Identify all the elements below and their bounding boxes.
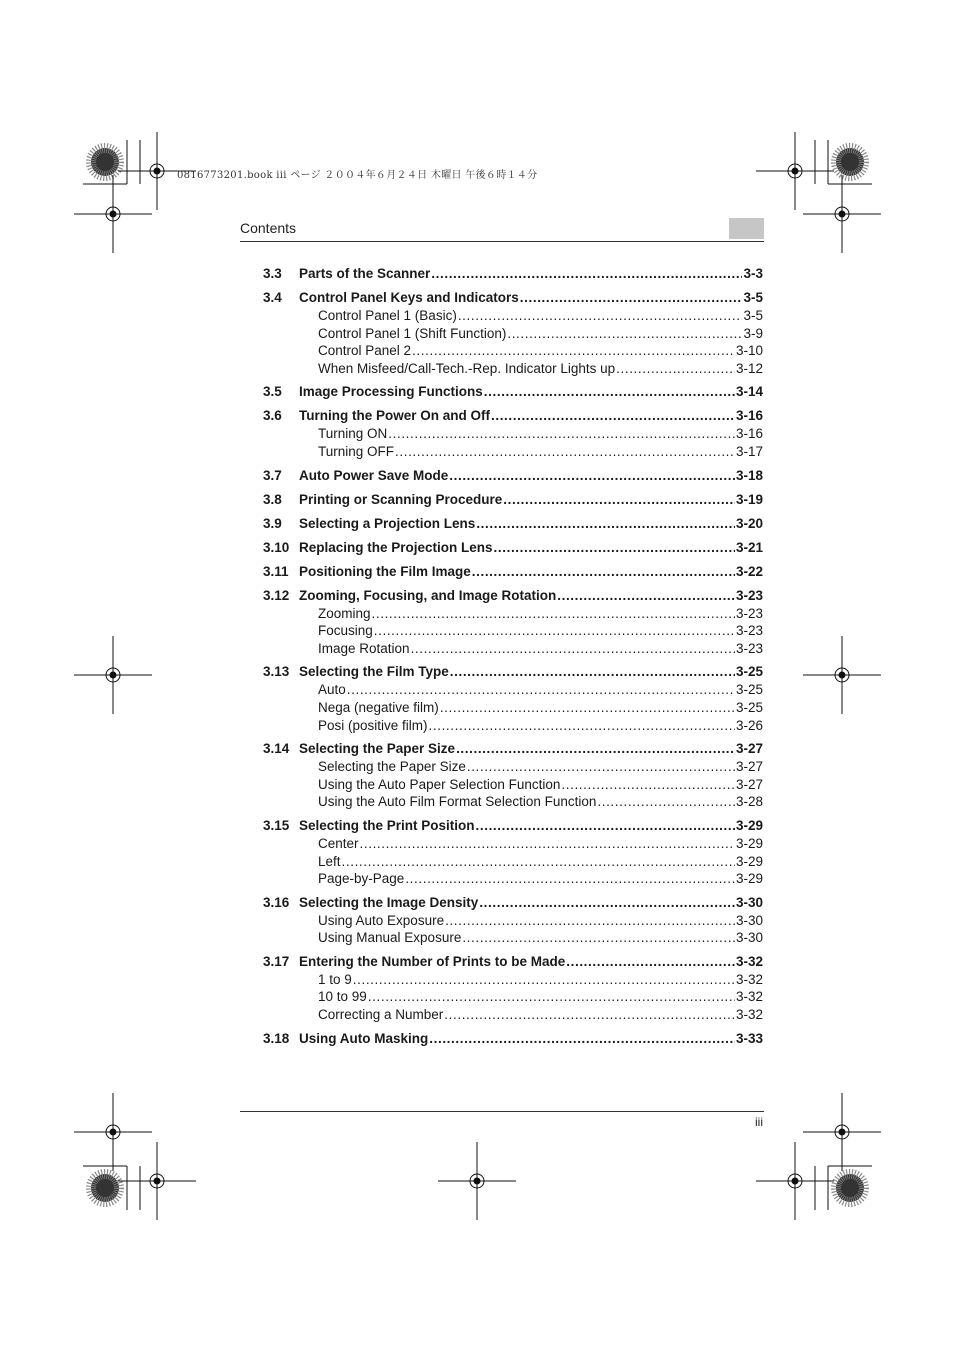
toc-subentry[interactable] bbox=[263, 443, 763, 461]
toc-leader-dots bbox=[405, 870, 735, 888]
toc-subentry[interactable] bbox=[263, 988, 763, 1006]
toc-section bbox=[263, 539, 763, 557]
toc-subentry[interactable] bbox=[263, 605, 763, 623]
toc-subentry[interactable] bbox=[263, 912, 763, 930]
toc-entry-number: 3.7 bbox=[263, 467, 282, 483]
toc-leader-dots bbox=[411, 640, 735, 658]
toc-entry-page: 3-19 bbox=[735, 491, 763, 507]
toc-section bbox=[263, 1030, 763, 1048]
toc-leader-dots bbox=[597, 793, 735, 811]
toc-subentry-page: 3-27 bbox=[735, 776, 763, 792]
toc-subentry-page: 3-32 bbox=[735, 971, 763, 987]
toc-section bbox=[263, 265, 763, 283]
toc-entry-number: 3.14 bbox=[263, 741, 290, 757]
toc-leader-dots bbox=[431, 265, 742, 283]
toc-entry-number: 3.6 bbox=[263, 408, 282, 424]
toc-subentry-title: Auto bbox=[318, 682, 346, 698]
toc-subentry-title: Using Manual Exposure bbox=[318, 930, 462, 946]
toc-subentry-page: 3-12 bbox=[735, 360, 763, 376]
toc-leader-dots bbox=[507, 325, 742, 343]
toc-subentry-title: Using Auto Exposure bbox=[318, 912, 445, 928]
toc-entry-page: 3-21 bbox=[735, 539, 763, 555]
toc-entry-number: 3.11 bbox=[263, 563, 289, 579]
toc-subentry[interactable] bbox=[263, 870, 763, 888]
toc-entry-page: 3-25 bbox=[735, 664, 763, 680]
toc-entry-page: 3-27 bbox=[735, 741, 763, 757]
toc-entry-page: 3-33 bbox=[735, 1030, 763, 1046]
toc-leader-dots bbox=[388, 425, 735, 443]
toc-leader-dots bbox=[450, 663, 735, 681]
toc-entry-number: 3.9 bbox=[263, 515, 282, 531]
toc-entry[interactable] bbox=[263, 539, 763, 557]
toc-section bbox=[263, 894, 763, 947]
toc-subentry-page: 3-32 bbox=[735, 989, 763, 1005]
toc-subentry-title: Using the Auto Paper Selection Function bbox=[318, 776, 561, 792]
toc-entry-title: Positioning the Film Image bbox=[299, 563, 471, 579]
toc-subentry-title: When Misfeed/Call-Tech.-Rep. Indicator Lights up bbox=[318, 360, 616, 376]
toc-leader-dots bbox=[479, 894, 735, 912]
toc-subentry-title: Turning OFF bbox=[318, 443, 395, 459]
toc-leader-dots bbox=[445, 912, 735, 930]
toc-subentry[interactable] bbox=[263, 425, 763, 443]
toc-leader-dots bbox=[476, 515, 735, 533]
toc-subentry[interactable] bbox=[263, 681, 763, 699]
toc-entry-number: 3.13 bbox=[263, 664, 290, 680]
toc-entry-title: Turning the Power On and Off bbox=[299, 408, 490, 424]
toc-entry-title: Replacing the Projection Lens bbox=[299, 539, 493, 555]
toc-entry[interactable] bbox=[263, 663, 763, 681]
toc-subentry[interactable] bbox=[263, 971, 763, 989]
toc-section bbox=[263, 587, 763, 658]
toc-entry-title: Selecting the Film Type bbox=[299, 664, 449, 680]
toc-subentry-title: Control Panel 1 (Basic) bbox=[318, 308, 457, 323]
toc-leader-dots bbox=[520, 289, 743, 307]
toc-entry-page: 3-22 bbox=[735, 563, 763, 579]
toc-subentry[interactable] bbox=[263, 622, 763, 640]
toc-leader-dots bbox=[429, 1030, 735, 1048]
toc-leader-dots bbox=[456, 740, 735, 758]
toc-subentry-page: 3-27 bbox=[735, 759, 763, 775]
toc-subentry[interactable] bbox=[263, 853, 763, 871]
toc-leader-dots bbox=[429, 717, 735, 735]
toc-entry-number: 3.5 bbox=[263, 384, 282, 400]
toc-leader-dots bbox=[491, 407, 735, 425]
toc-leader-dots bbox=[561, 776, 735, 794]
toc-entry-title: Selecting a Projection Lens bbox=[299, 515, 476, 531]
toc-entry-page: 3-29 bbox=[735, 817, 763, 833]
table-of-contents bbox=[263, 265, 763, 1054]
toc-subentry-title: Nega (negative film) bbox=[318, 699, 439, 715]
toc-subentry-page: 3-30 bbox=[735, 912, 763, 928]
toc-leader-dots bbox=[503, 491, 735, 509]
toc-entry-title: Printing or Scanning Procedure bbox=[299, 491, 503, 507]
toc-section bbox=[263, 817, 763, 888]
toc-leader-dots bbox=[353, 971, 735, 989]
toc-subentry-title: Focusing bbox=[318, 623, 373, 639]
toc-leader-dots bbox=[557, 587, 735, 605]
footer-rule bbox=[240, 1111, 764, 1112]
toc-entry[interactable] bbox=[263, 953, 763, 971]
toc-subentry[interactable] bbox=[263, 717, 763, 735]
toc-subentry-page: 3-10 bbox=[735, 343, 763, 359]
chapter-tab bbox=[729, 218, 764, 239]
toc-entry-title: Selecting the Image Density bbox=[299, 894, 479, 910]
toc-subentry-page: 3-23 bbox=[735, 605, 763, 621]
toc-entry-page: 3-3 bbox=[743, 266, 763, 281]
toc-entry[interactable] bbox=[263, 563, 763, 581]
toc-subentry-title: 1 to 9 bbox=[318, 971, 352, 987]
toc-entry-page: 3-18 bbox=[735, 467, 763, 483]
toc-subentry[interactable] bbox=[263, 929, 763, 947]
toc-subentry[interactable] bbox=[263, 360, 763, 378]
toc-entry[interactable] bbox=[263, 894, 763, 912]
header-rule bbox=[240, 241, 764, 242]
toc-subentry-page: 3-28 bbox=[735, 794, 763, 810]
toc-entry-title: Parts of the Scanner bbox=[299, 266, 431, 281]
toc-leader-dots bbox=[395, 443, 735, 461]
toc-subentry-page: 3-23 bbox=[735, 623, 763, 639]
toc-leader-dots bbox=[440, 699, 735, 717]
toc-section bbox=[263, 740, 763, 811]
toc-subentry-title: Page-by-Page bbox=[318, 871, 405, 887]
toc-entry-title: Image Processing Functions bbox=[299, 384, 483, 400]
toc-entry-page: 3-5 bbox=[743, 290, 763, 305]
toc-subentry-page: 3-23 bbox=[735, 640, 763, 656]
toc-leader-dots bbox=[484, 383, 735, 401]
toc-leader-dots bbox=[412, 342, 735, 360]
toc-entry-page: 3-20 bbox=[735, 515, 763, 531]
toc-subentry-page: 3-17 bbox=[735, 443, 763, 459]
toc-entry-page: 3-30 bbox=[735, 894, 763, 910]
toc-leader-dots bbox=[566, 953, 735, 971]
toc-leader-dots bbox=[467, 758, 735, 776]
toc-entry[interactable] bbox=[263, 515, 763, 533]
toc-section bbox=[263, 467, 763, 485]
toc-leader-dots bbox=[360, 835, 735, 853]
toc-section bbox=[263, 953, 763, 1024]
toc-subentry-title: Zooming bbox=[318, 605, 371, 621]
toc-leader-dots bbox=[372, 605, 735, 623]
toc-entry-title: Control Panel Keys and Indicators bbox=[299, 290, 519, 305]
toc-subentry[interactable] bbox=[263, 307, 763, 325]
toc-subentry[interactable] bbox=[263, 640, 763, 658]
toc-entry-page: 3-32 bbox=[735, 953, 763, 969]
toc-entry-title: Auto Power Save Mode bbox=[299, 467, 449, 483]
toc-entry-number: 3.8 bbox=[263, 491, 282, 507]
toc-leader-dots bbox=[368, 988, 735, 1006]
toc-leader-dots bbox=[444, 1006, 735, 1024]
toc-subentry[interactable] bbox=[263, 835, 763, 853]
toc-entry[interactable] bbox=[263, 587, 763, 605]
toc-entry[interactable] bbox=[263, 491, 763, 509]
toc-leader-dots bbox=[374, 622, 735, 640]
toc-entry-number: 3.4 bbox=[263, 290, 282, 305]
page-number: iii bbox=[755, 1115, 763, 1129]
toc-subentry-title: Using the Auto Film Format Selection Function bbox=[318, 794, 597, 810]
toc-entry[interactable] bbox=[263, 407, 763, 425]
toc-subentry-title: Posi (positive film) bbox=[318, 717, 428, 733]
toc-subentry[interactable] bbox=[263, 758, 763, 776]
toc-entry-number: 3.15 bbox=[263, 817, 290, 833]
toc-section bbox=[263, 383, 763, 401]
toc-section bbox=[263, 407, 763, 460]
toc-entry[interactable] bbox=[263, 383, 763, 401]
toc-leader-dots bbox=[472, 563, 735, 581]
toc-entry-number: 3.18 bbox=[263, 1030, 290, 1046]
toc-entry[interactable] bbox=[263, 740, 763, 758]
print-slug: 0816773201.book iii ページ ２００４年６月２４日 木曜日 午後６時１４分 bbox=[177, 170, 538, 181]
toc-subentry-page: 3-29 bbox=[735, 853, 763, 869]
toc-entry[interactable] bbox=[263, 817, 763, 835]
toc-entry-title: Selecting the Paper Size bbox=[299, 741, 456, 757]
toc-subentry-page: 3-26 bbox=[735, 717, 763, 733]
toc-leader-dots bbox=[347, 681, 735, 699]
toc-subentry[interactable] bbox=[263, 342, 763, 360]
toc-entry-title: Selecting the Print Position bbox=[299, 817, 475, 833]
toc-subentry-title: Selecting the Paper Size bbox=[318, 759, 466, 775]
toc-section bbox=[263, 289, 763, 377]
toc-entry-number: 3.3 bbox=[263, 266, 282, 281]
toc-entry[interactable] bbox=[263, 289, 763, 307]
toc-entry-number: 3.12 bbox=[263, 587, 290, 603]
toc-entry-number: 3.10 bbox=[263, 539, 290, 555]
toc-subentry-page: 3-5 bbox=[743, 308, 763, 323]
toc-subentry-page: 3-30 bbox=[735, 930, 763, 946]
running-header-title: Contents bbox=[240, 220, 297, 236]
toc-subentry-title: Correcting a Number bbox=[318, 1007, 444, 1023]
toc-subentry-title: 10 to 99 bbox=[318, 989, 367, 1005]
toc-subentry-page: 3-29 bbox=[735, 871, 763, 887]
toc-leader-dots bbox=[342, 853, 735, 871]
toc-subentry-page: 3-32 bbox=[735, 1007, 763, 1023]
toc-entry[interactable] bbox=[263, 1030, 763, 1048]
toc-entry-page: 3-23 bbox=[735, 587, 763, 603]
toc-section bbox=[263, 563, 763, 581]
toc-subentry[interactable] bbox=[263, 1006, 763, 1024]
toc-leader-dots bbox=[458, 307, 743, 325]
toc-subentry-title: Control Panel 2 bbox=[318, 343, 412, 359]
toc-leader-dots bbox=[462, 929, 735, 947]
toc-subentry[interactable] bbox=[263, 699, 763, 717]
toc-subentry-title: Image Rotation bbox=[318, 640, 410, 656]
toc-subentry-title: Turning ON bbox=[318, 426, 388, 442]
toc-section bbox=[263, 663, 763, 734]
toc-subentry-title: Control Panel 1 (Shift Function) bbox=[318, 325, 507, 341]
toc-subentry-title: Center bbox=[318, 835, 359, 851]
toc-entry[interactable] bbox=[263, 467, 763, 485]
toc-subentry[interactable] bbox=[263, 776, 763, 794]
toc-subentry-page: 3-16 bbox=[735, 426, 763, 442]
toc-subentry-page: 3-25 bbox=[735, 682, 763, 698]
toc-section bbox=[263, 515, 763, 533]
toc-entry-title: Zooming, Focusing, and Image Rotation bbox=[299, 587, 557, 603]
toc-entry-title: Entering the Number of Prints to be Made bbox=[299, 953, 566, 969]
toc-section bbox=[263, 491, 763, 509]
toc-subentry-page: 3-9 bbox=[743, 325, 763, 341]
toc-entry-number: 3.17 bbox=[263, 953, 290, 969]
toc-entry-title: Using Auto Masking bbox=[299, 1030, 429, 1046]
toc-subentry-page: 3-25 bbox=[735, 699, 763, 715]
toc-entry-number: 3.16 bbox=[263, 894, 290, 910]
toc-subentry[interactable] bbox=[263, 793, 763, 811]
toc-entry-page: 3-16 bbox=[735, 408, 763, 424]
toc-subentry-title: Left bbox=[318, 853, 341, 869]
toc-leader-dots bbox=[449, 467, 735, 485]
toc-leader-dots bbox=[476, 817, 735, 835]
toc-leader-dots bbox=[616, 360, 735, 378]
toc-subentry[interactable] bbox=[263, 325, 763, 343]
toc-entry[interactable] bbox=[263, 265, 763, 283]
toc-subentry-page: 3-29 bbox=[735, 835, 763, 851]
toc-entry-page: 3-14 bbox=[735, 384, 763, 400]
toc-leader-dots bbox=[494, 539, 735, 557]
